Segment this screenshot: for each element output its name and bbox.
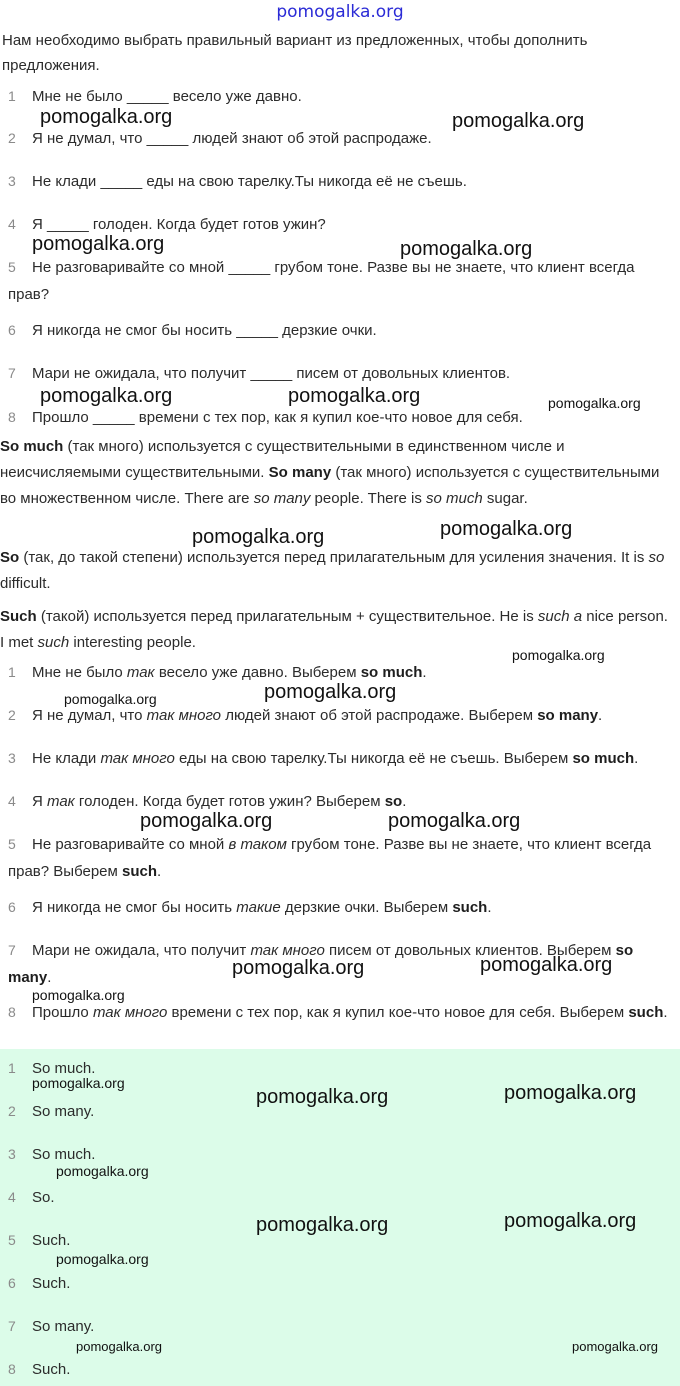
explanation-highlight: так много: [250, 942, 325, 959]
item-number: 8: [8, 1361, 16, 1377]
explanation-highlight: в таком: [228, 836, 287, 853]
site-header: [0, 2, 680, 22]
explanation-highlight: так много: [92, 1004, 168, 1021]
explanation-choice: such: [628, 1004, 664, 1021]
explanation-text: еды на свою тарелку.Ты никогда её не съешь. Выберем: [174, 750, 573, 767]
watermark: pomogalka.org: [32, 987, 125, 1003]
item-number: 3: [8, 750, 16, 766]
item-number: 6: [8, 1275, 16, 1291]
question-text: Я не думал, что _____ людей знают об этой распродаже.: [32, 130, 432, 147]
question-item: [8, 168, 673, 195]
intro-text: Нам необходимо выбрать правильный вариант из предложенных, чтобы дополнить предложения.: [2, 32, 588, 74]
watermark: pomogalka.org: [32, 233, 165, 255]
question-text: Мне не было _____ весело уже давно.: [32, 88, 302, 105]
explanation-text: Я не думал, что: [32, 707, 147, 724]
item-number: 7: [8, 365, 16, 381]
answer-text: So much.: [32, 1146, 96, 1163]
item-number: 1: [8, 664, 16, 680]
question-text: Не разговаривайте со мной _____ грубом тоне. Разве вы не знаете, что клиент всегда прав?: [8, 259, 635, 303]
watermark: pomogalka.org: [40, 106, 173, 128]
explanation-highlight: так: [126, 664, 155, 681]
answer-text: Such.: [32, 1361, 71, 1378]
question-text: Не клади _____ еды на свою тарелку.Ты никогда её не съешь.: [32, 173, 467, 190]
explanation-item: [8, 831, 673, 885]
rule-example: so much: [426, 490, 483, 507]
answer-text: Such.: [32, 1275, 71, 1292]
item-number: 3: [8, 173, 16, 189]
watermark: pomogalka.org: [288, 385, 421, 407]
explanation-text: людей знают об этой распродаже. Выберем: [221, 707, 538, 724]
explanation-text: Прошло: [32, 1004, 93, 1021]
watermark: pomogalka.org: [76, 1339, 162, 1354]
watermark: pomogalka.org: [256, 1214, 389, 1236]
explanation-text: .: [663, 1004, 668, 1021]
question-text: Я _____ голоден. Когда будет готов ужин?: [32, 216, 326, 233]
explanation-choice: so much: [572, 750, 635, 767]
watermark: pomogalka.org: [56, 1251, 149, 1267]
item-number: 6: [8, 322, 16, 338]
watermark: pomogalka.org: [452, 110, 585, 132]
item-number: 4: [8, 793, 16, 809]
rule-term: So: [0, 549, 20, 566]
watermark: pomogalka.org: [440, 518, 573, 540]
explanation-text: .: [487, 899, 492, 916]
watermark: pomogalka.org: [40, 385, 173, 407]
explanation-choice: so much: [360, 664, 423, 681]
explanation-highlight: так: [47, 793, 75, 810]
item-number: 2: [8, 707, 16, 723]
explanation-text: писем от довольных клиентов. Выберем: [324, 942, 616, 959]
item-number: 7: [8, 942, 16, 958]
explanation-highlight: так много: [146, 707, 222, 724]
watermark: pomogalka.org: [256, 1086, 389, 1108]
rule-example: so: [648, 549, 665, 566]
explanation-item: [8, 999, 673, 1026]
answer-item: [8, 1270, 673, 1297]
answer-text: So.: [32, 1189, 55, 1206]
answer-text: So much.: [32, 1060, 96, 1077]
watermark: pomogalka.org: [64, 691, 157, 707]
watermark: pomogalka.org: [504, 1082, 637, 1104]
explanation-choice: such: [452, 899, 488, 916]
rule-text: interesting people.: [69, 634, 196, 651]
item-number: 8: [8, 409, 16, 425]
rule-term: So much: [0, 438, 64, 455]
watermark: pomogalka.org: [504, 1210, 637, 1232]
answer-text: Such.: [32, 1232, 71, 1249]
item-number: 2: [8, 130, 16, 146]
watermark: pomogalka.org: [400, 238, 533, 260]
explanation-text: весело уже давно. Выберем: [154, 664, 361, 681]
rule-example: such: [37, 634, 70, 651]
answer-item: [8, 1356, 673, 1383]
explanation-text: Мне не было: [32, 664, 127, 681]
watermark: pomogalka.org: [572, 1339, 658, 1354]
question-item: [8, 360, 673, 387]
explanation-choice: so many: [8, 942, 634, 986]
rule-example: so many: [253, 490, 311, 507]
rule-text: sugar.: [482, 490, 528, 507]
rule-so: [0, 545, 676, 597]
watermark: pomogalka.org: [480, 954, 613, 976]
rule-text: (такой) используется перед прилагательным + существительное. He is: [36, 608, 538, 625]
explanation-text: Не клади: [32, 750, 101, 767]
question-text: Мари не ожидала, что получит _____ писем от довольных клиентов.: [32, 365, 511, 382]
explanation-choice: such: [122, 863, 158, 880]
rule-example: such a: [537, 608, 583, 625]
watermark: pomogalka.org: [264, 681, 397, 703]
rule-text: nice person. I met: [0, 608, 668, 651]
item-number: 5: [8, 836, 16, 852]
explanation-text: .: [47, 969, 52, 986]
watermark: pomogalka.org: [32, 1075, 125, 1091]
explanation-text: .: [422, 664, 427, 681]
item-number: 3: [8, 1146, 16, 1162]
question-text: Прошло _____ времени с тех пор, как я купил кое-что новое для себя.: [32, 409, 523, 426]
site-link[interactable]: pomogalka.org: [276, 2, 404, 22]
explanation-text: грубом тоне. Разве вы не знаете, что клиент всегда прав? Выберем: [8, 836, 652, 880]
explanation-text: времени с тех пор, как я купил кое-что новое для себя. Выберем: [167, 1004, 629, 1021]
explanation-text: Не разговаривайте со мной: [32, 836, 229, 853]
watermark: pomogalka.org: [56, 1163, 149, 1179]
item-number: 5: [8, 259, 16, 275]
explanation-text: Мари не ожидала, что получит: [32, 942, 251, 959]
item-number: 4: [8, 1189, 16, 1205]
explanation-text: .: [634, 750, 639, 767]
explanation-choice: so: [384, 793, 403, 810]
rule-text: (так, до такой степени) используется перед прилагательным для усиления значения. It is: [19, 549, 649, 566]
watermark: pomogalka.org: [388, 810, 521, 832]
watermark: pomogalka.org: [512, 647, 605, 663]
item-number: 4: [8, 216, 16, 232]
explanation-text: .: [402, 793, 407, 810]
answer-text: So many.: [32, 1103, 95, 1120]
item-number: 8: [8, 1004, 16, 1020]
explanation-item: [8, 745, 673, 772]
answer-item: [8, 1184, 673, 1211]
explanation-highlight: такие: [236, 899, 281, 916]
item-number: 6: [8, 899, 16, 915]
explanation-item: [8, 788, 673, 815]
watermark: pomogalka.org: [232, 957, 365, 979]
answer-text: So many.: [32, 1318, 95, 1335]
rule-so-much-many: [0, 434, 676, 512]
rule-text: difficult.: [0, 575, 51, 592]
watermark: pomogalka.org: [140, 810, 273, 832]
explanation-text: Я: [32, 793, 47, 810]
watermark: pomogalka.org: [548, 395, 641, 411]
rule-term: So many: [268, 464, 332, 481]
question-item: [8, 254, 673, 308]
explanation-choice: so many: [537, 707, 599, 724]
item-number: 7: [8, 1318, 16, 1334]
rule-text: (так много) используется с существительными в единственном числе и неисчисляемыми существительными.: [0, 438, 565, 481]
explanation-text: .: [598, 707, 603, 724]
rule-text: people. There is: [310, 490, 427, 507]
explanation-text: дерзкие очки. Выберем: [280, 899, 453, 916]
item-number: 5: [8, 1232, 16, 1248]
answer-item: [8, 1313, 673, 1340]
question-item: [8, 317, 673, 344]
rule-term: Such: [0, 608, 37, 625]
item-number: 2: [8, 1103, 16, 1119]
rule-text: (так много) используется с существительными во множественном числе. There are: [0, 464, 660, 507]
question-text: Я никогда не смог бы носить _____ дерзкие очки.: [32, 322, 377, 339]
explanation-text: Я никогда не смог бы носить: [32, 899, 237, 916]
explanation-highlight: так много: [100, 750, 175, 767]
watermark: pomogalka.org: [192, 526, 325, 548]
explanation-text: голоден. Когда будет готов ужин? Выберем: [74, 793, 385, 810]
explanation-item: [8, 894, 673, 921]
explanation-text: .: [157, 863, 162, 880]
item-number: 1: [8, 88, 16, 104]
item-number: 1: [8, 1060, 16, 1076]
